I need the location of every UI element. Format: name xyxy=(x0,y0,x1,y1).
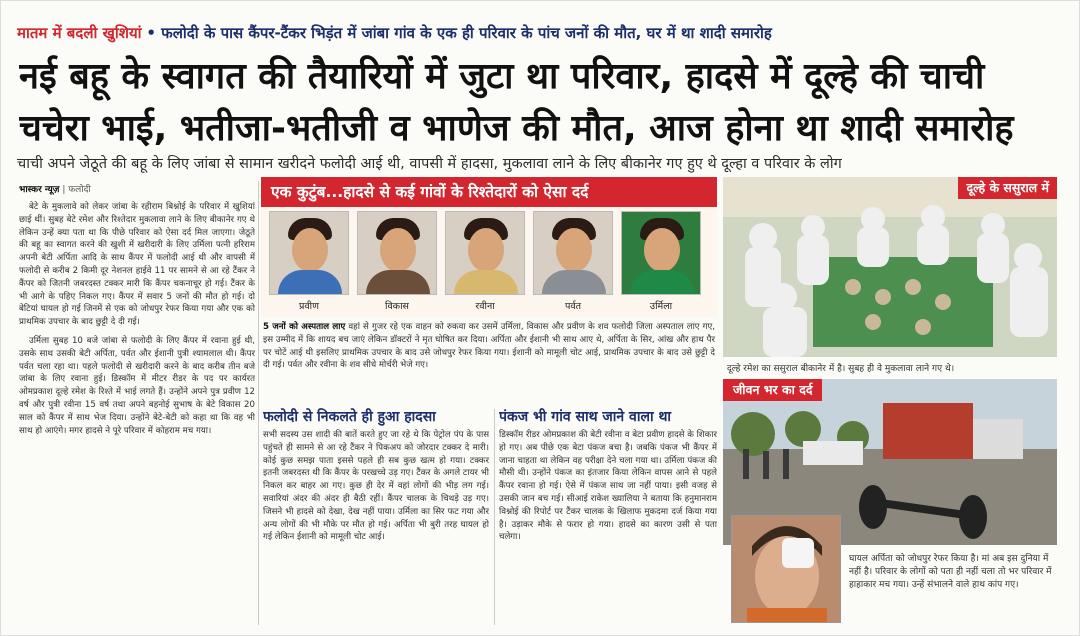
portrait-body xyxy=(366,270,430,294)
portrait-name-4: पर्वत xyxy=(564,301,582,312)
portrait-name-5: उर्मिला xyxy=(649,301,673,312)
portrait-name-1: प्रवीण xyxy=(298,301,320,312)
byline-agency: भास्कर न्यूज़ xyxy=(19,185,60,195)
portrait-name-3: रवीना xyxy=(475,301,495,312)
column-divider xyxy=(258,181,259,625)
portrait-3 xyxy=(445,211,525,295)
portrait-4 xyxy=(533,211,613,295)
wedding-scene xyxy=(723,177,1057,357)
portrait-2 xyxy=(357,211,437,295)
portrait-face xyxy=(644,228,680,272)
wedding-photo xyxy=(723,177,1057,357)
portrait-name-2: विकास xyxy=(385,301,409,312)
portrait-face xyxy=(468,228,504,272)
byline-place: फलोदी xyxy=(68,185,91,195)
portrait-face xyxy=(556,228,592,272)
headline-line-2: चचेरा भाई, भतीजा-भतीजी व भाणेज की मौत, आज होना था शादी समारोह xyxy=(19,108,1014,149)
injured-portrait xyxy=(732,516,841,623)
portrait-face xyxy=(292,228,328,272)
headline-line-1: नई बहू के स्वागत की तैयारियों में जुटा था परिवार, हादसे में दूल्हे की चाची xyxy=(19,56,985,97)
left-paragraph-1: बेटे के मुकलावे को लेकर जांबा के रहीराम बिश्नोई के परिवार में खुशियां छाई थीं। सुबह बेटे रमेश और रिश्तेदार मुकलावा लाने के लिए बीकानेर गए थे लेकिन उन्हें क्या पता था कि पीछे परिवार को ऐसा दर्द मिल जाएगा। जेठूते की बहू का स्वागत करने की खुशी में खरीदारी के लिए उर्मिला पत्नी हरिराम अपनी बेटी अर्पिता आदि के साथ कैंपर में फलोदी आई थी और वापसी में फलोदी से करीब 2 किमी दूर नेशनल हाईवे 11 पर सामने से आ रहे टैंकर ने कैंपर को जितनी जबरदस्त टक्कर मारी कि कैंपर चकनाचूर हो गई। टैंकर के भी आगे के पहिए निकल गए। कैंपर में सवार 5 जनों की मौत हो गई। दो बेटियां घायल हो गई जिनमें से एक को जोधपुर रेफर किया गया और एक को प्राथमिक उपचार के बाद छुट्टी दे दी गई। xyxy=(19,202,255,328)
portrait-5 xyxy=(621,211,701,295)
byline xyxy=(19,182,255,196)
photo-box xyxy=(261,177,717,317)
hospital-text: वहां से गुजर रहे एक वाहन को रुकवा कर उसमें उर्मिला, विकास और प्रवीण के शव फलोदी जिला अस्पताल लाए गए, इस उम्मीद में कि शायद बच जाएं लेकिन डॉक्टरों ने मृत घोषित कर दिया। अर्पिता और ईशानी भी साथ आए थे, अर्पिता के सिर, आंख और हाथ पैर पर चोटें आई थी इसलिए प्राथमिक उपचार के बाद उसे जोधपुर रेफर किया गया। ईशानी को मामूली चोट आई, प्राथमिक उपचार के बाद उसे छुट्टी दे दी गई। पर्वत और रवीना के शव सीधे मोर्चरी भेजे गए। xyxy=(263,322,715,371)
kicker-text: • फलोदी के पास कैंपर-टैंकर भिड़ंत में जांबा गांव के एक ही परिवार के पांच जनों की मौत, घर में था शादी समारोह xyxy=(146,24,772,42)
portrait-1 xyxy=(269,211,349,295)
section2-text: डिस्कॉम रीडर ओमप्रकाश की बेटी रवीना व बेटा प्रवीण हादसे के शिकार हो गए। अब पीछे एक बेटा पंकज बचा है। जबकि पंकज भी कैंपर में जाना चाहता था लेकिन वह परीक्षा देने चला गया था। उर्मिला पंकज की मौसी थी। उन्होंने पंकज का इंतजार किया लेकिन वापस आने से पहले कैंपर रवाना हो गई। ऐसे में पंकज साथ जा नहीं पाया। इसी वजह से उसकी जान बच गई। सीआई राकेश ख्यालिया ने बताया कि हनुमानराम विश्नोई की रिपोर्ट पर टैंकर चालक के खिलाफ मुकदमा दर्ज किया गया है। उड़ाकर मौके से फरार हो गया। हादसे का कारण उसी से पता चलेगा। xyxy=(499,430,717,543)
photo-box-title: एक कुटुंब...हादसे से कई गांवों के रिश्तेदारों को ऐसा दर्द xyxy=(261,177,717,207)
wedding-photo-tag: दूल्हे के ससुराल में xyxy=(958,177,1057,199)
deck: चाची अपने जेठूते की बहू के लिए जांबा से सामान खरीदने फलोदी आई थी, वापसी में हादसा, मुकलावा लाने के लिए बीकानेर गए हुए थे दूल्हा व परिवार के लोग xyxy=(17,156,842,172)
injured-caption: घायल अर्पिता को जोधपुर रेफर किया है। मां अब इस दुनिया में नहीं है। परिवार के लोगों को पता ही नहीं चला तो भर परिवार में हाहाकार मच गया। उन्हें संभालने वाले हाथ कांप गए। xyxy=(849,554,1052,590)
section-divider xyxy=(494,409,495,625)
kicker xyxy=(17,23,1063,45)
hospital-paragraph xyxy=(263,321,715,405)
wedding-photo-caption: दूल्हे रमेश का ससुराल बीकानेर में है। सुबह ही वे मुकलावा लाने गए थे। xyxy=(727,364,955,374)
section2-body xyxy=(499,429,717,627)
left-paragraph-2: उर्मिला सुबह 10 बजे जांबा से फलोदी के लिए कैंपर में रवाना हुई थी, उसके साथ उसकी बेटी अर्पिता, पर्वत और ईशानी पुत्री श्यामलाल थी। कैंपर पर्वत चला रहा था। पहले फलोदी से खरीदारी करने के बाद करीब तीन बजे जांबा के लिए रवाना हुई। डिस्कॉम में मीटर रीडर के पद पर कार्यरत ओमप्रकाश दूल्हे रमेश के रिश्ते में भाई लगते हैं। उन्होंने अपने पुत्र प्रवीण 12 वर्ष और पुत्री रवीना 15 वर्ष तथा अपने बहनोई सुभाष के बेटे विकास 20 साल को कैंपर में साथ भेज दिया। उन्होंने बेटे-बेटी को कहा था कि वह भी साथ हो आएंगे। मगर हादसे ने पूरे परिवार में कोहराम मच गया। xyxy=(19,335,255,436)
left-column xyxy=(19,201,255,627)
portrait-body xyxy=(454,270,518,294)
portrait-body xyxy=(278,270,342,294)
hospital-lead: 5 जनों को अस्पताल लाए xyxy=(263,322,346,332)
section2-heading: पंकज भी गांव साथ जाने वाला था xyxy=(499,409,672,425)
section1-text: सभी सदस्य उस शादी की बातें करते हुए जा रहे थे कि पेट्रोल पंप के पास पहुंचते ही सामने से आ रहे टैंकर ने पिकअप को जोरदार टक्कर दे मारी। कोई कुछ समझ पाता इससे पहले ही सब कुछ खत्म हो गया। टक्कर इतनी जबरदस्त थी कि कैंपर के परखच्चे उड़ गए। टैंकर के अगले टायर भी निकल कर बाहर आ गए। कुछ ही देर में वहां लोगों की भीड़ लग गई। सवारियां अंदर की अंदर ही बैठी रहीं। कैंपर चालक के चिथड़े उड़ गए। जिसने भी हादसे को देखा, देख नहीं पाया। उर्मिला का सिर फट गया और अन्य लोगों की भी मौके पर मौत हो गई। अर्पिता भी बुरी तरह घायल हो गई लेकिन ईशानी को मामूली चोट आई। xyxy=(263,430,489,543)
kicker-label: मातम में बदली खुशियां xyxy=(17,24,142,42)
byline-sep: | xyxy=(62,185,69,195)
section1-heading: फलोदी से निकलते ही हुआ हादसा xyxy=(263,409,436,425)
accident-photo-tag: जीवन भर का दर्द xyxy=(723,379,822,401)
portrait-body xyxy=(542,270,606,294)
portrait-face xyxy=(380,228,416,272)
portrait-body xyxy=(630,270,694,294)
injured-photo xyxy=(731,515,841,623)
section1-body xyxy=(263,429,489,627)
